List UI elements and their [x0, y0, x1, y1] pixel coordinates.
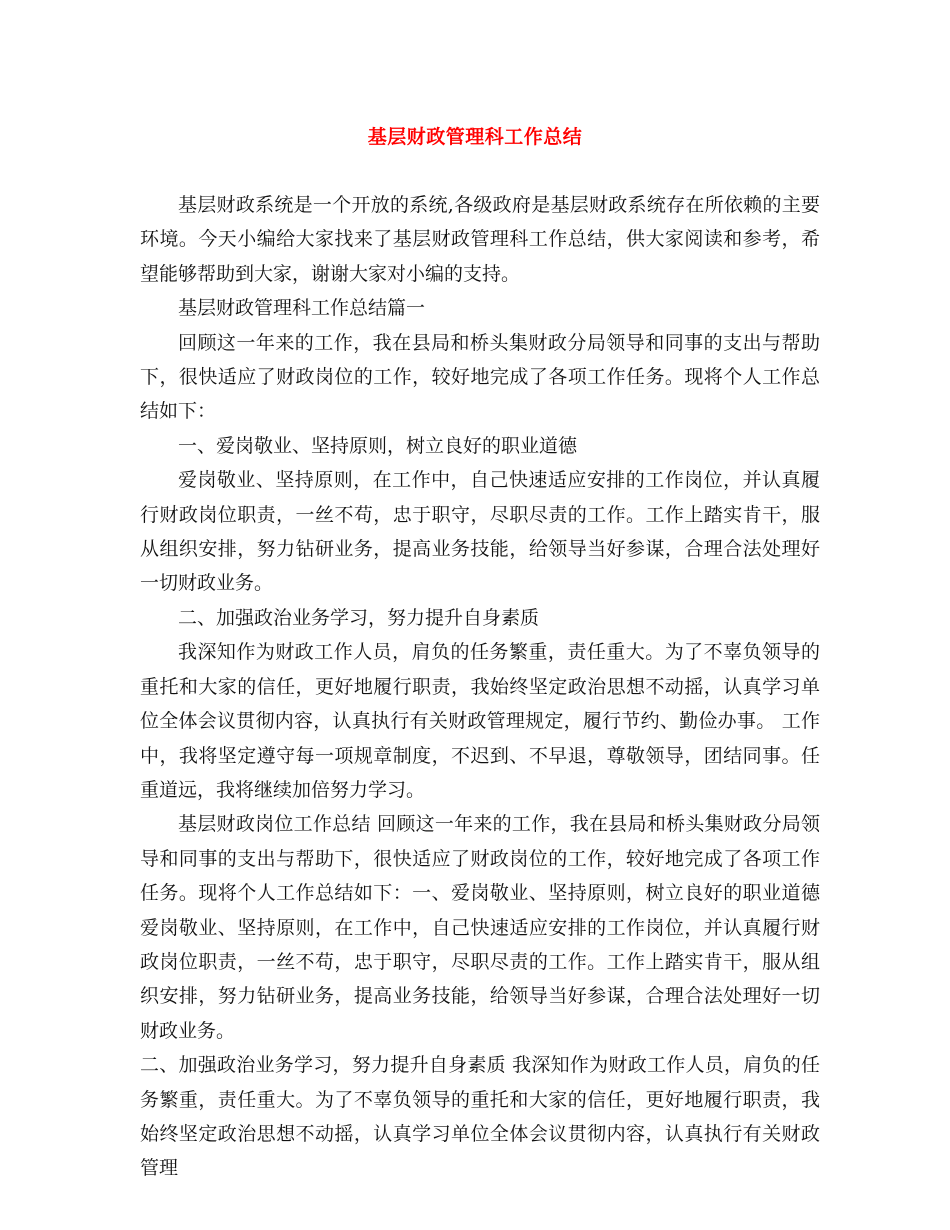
section-heading-part-one: 基层财政管理科工作总结篇一 [178, 297, 426, 320]
document-title: 基层财政管理科工作总结 [367, 126, 583, 148]
subheading-study: 二、加强政治业务学习，努力提升自身素质 [178, 606, 540, 629]
paragraph-study-repeat: 二、加强政治业务学习，努力提升自身素质 我深知作为财政工作人员，肩负的任务繁重，责任重大。为了不辜负领导的重托和大家的信任，更好地履行职责，我始终坚定政治思想不动摇，认真学习单位全体会议贯彻内容，认真执行有关财政管理 [140, 1054, 820, 1180]
paragraph-study: 我深知作为财政工作人员，肩负的任务繁重，责任重大。为了不辜负领导的重托和大家的信任，更好地履行职责，我始终坚定政治思想不动摇，认真学习单位全体会议贯彻内容，认真执行有关财政管理规定，履行节约、勤俭办事。 工作中，我将坚定遵守每一项规章制度，不迟到、不早退，尊敬领导，团结同事。任重道远，我将继续加倍努力学习。 [140, 641, 820, 801]
paragraph-dedication: 爱岗敬业、坚持原则，在工作中，自己快速适应安排的工作岗位，并认真履行财政岗位职责，一丝不苟，忠于职守，尽职尽责的工作。工作上踏实肯干，服从组织安排，努力钻研业务，提高业务技能，给领导当好参谋，合理合法处理好一切财政业务。 [140, 469, 820, 595]
paragraph-position-summary: 基层财政岗位工作总结 回顾这一年来的工作，我在县局和桥头集财政分局领导和同事的支出与帮助下，很快适应了财政岗位的工作，较好地完成了各项工作任务。现将个人工作总结如下：一、爱岗敬业、坚持原则，树立良好的职业道德 爱岗敬业、坚持原则，在工作中，自己快速适应安排的工作岗位，并认真履行财政岗位职责，一丝不苟，忠于职守，尽职尽责的工作。工作上踏实肯干，服从组织安排，努力钻研业务，提高业务技能，给领导当好参谋，合理合法处理好一切财政业务。 [140, 813, 820, 1042]
document-body [140, 188, 820, 1186]
subheading-dedication: 一、爱岗敬业、坚持原则，树立良好的职业道德 [178, 434, 578, 457]
paragraph-review: 回顾这一年来的工作，我在县局和桥头集财政分局领导和同事的支出与帮助下，很快适应了财政岗位的工作，较好地完成了各项工作任务。现将个人工作总结如下： [140, 331, 820, 423]
paragraph-intro: 基层财政系统是一个开放的系统,各级政府是基层财政系统存在所依赖的主要环境。今天小编给大家找来了基层财政管理科工作总结，供大家阅读和参考，希望能够帮助到大家，谢谢大家对小编的支持。 [140, 194, 820, 285]
